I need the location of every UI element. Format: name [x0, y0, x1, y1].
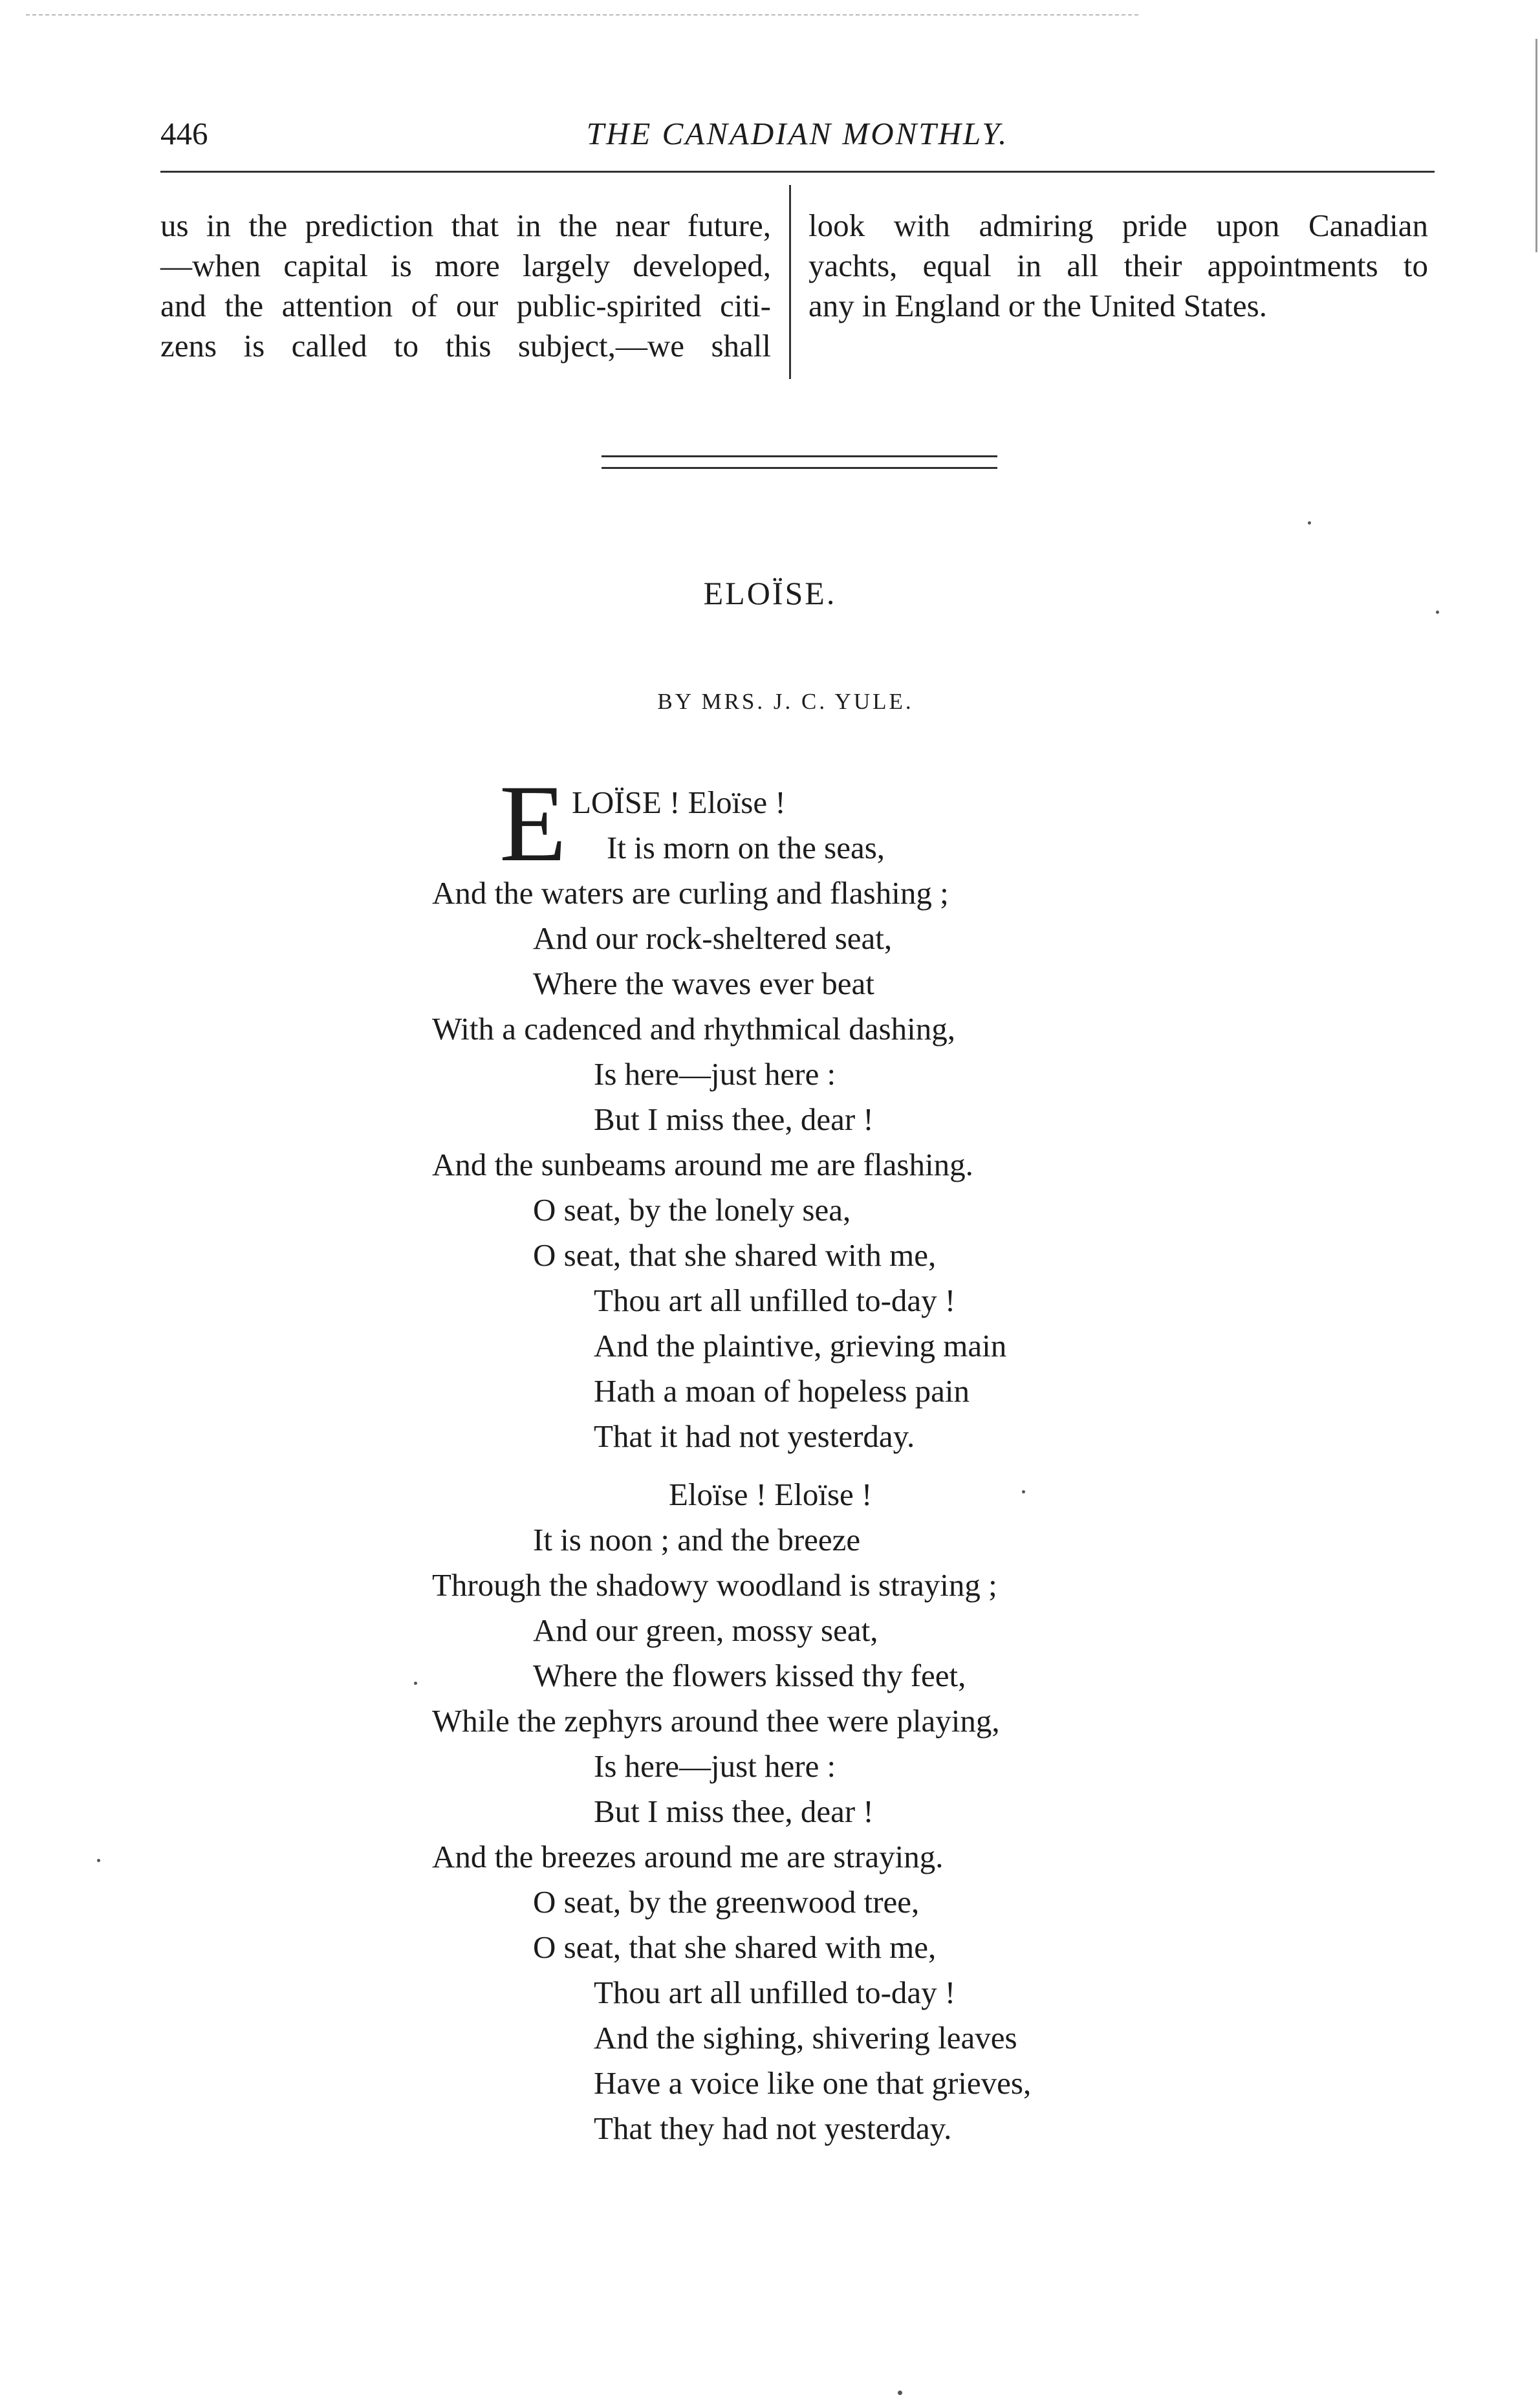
verse-line: It is noon ; and the breeze	[533, 1522, 861, 1557]
text-line: us in the prediction that in the near future,	[160, 208, 771, 243]
verse-line: It is morn on the seas,	[607, 830, 885, 865]
verse-line: And the sunbeams around me are flashing.	[432, 1147, 973, 1182]
poem-first-line: LOÏSE ! Eloïse !	[572, 785, 786, 820]
drop-cap: E	[499, 763, 567, 884]
text-line: zens is called to this subject,—we shall	[160, 328, 771, 363]
verse-line: Is here—just here :	[594, 1748, 836, 1784]
verse-line: But I miss thee, dear !	[594, 1101, 874, 1137]
verse-line: O seat, that she shared with me,	[533, 1929, 937, 1965]
text-line: —when capital is more largely developed,	[160, 248, 771, 283]
verse-line: But I miss thee, dear !	[594, 1794, 874, 1829]
verse-line: And the plaintive, grieving main	[594, 1328, 1007, 1363]
scan-speck	[898, 2391, 902, 2395]
scan-speck	[1022, 1490, 1025, 1493]
verse-line: And the waters are curling and flashing ;	[432, 875, 949, 911]
text-line: look with admiring pride upon Canadian	[808, 208, 1428, 243]
page-number: 446	[160, 116, 208, 151]
right-column	[808, 206, 1428, 326]
scan-speck	[1308, 521, 1311, 525]
verse-line: Where the flowers kissed thy feet,	[533, 1658, 966, 1693]
verse-line: Thou art all unfilled to-day !	[594, 1975, 956, 2010]
text-line: any in England or the United States.	[808, 288, 1267, 323]
section-separator-bottom-rule	[602, 467, 997, 469]
left-column	[160, 206, 771, 366]
verse-line: O seat, by the greenwood tree,	[533, 1884, 920, 1920]
verse-line: With a cadenced and rhythmical dashing,	[432, 1011, 955, 1047]
verse-line: And the sighing, shivering leaves	[594, 2020, 1017, 2055]
text-line: yachts, equal in all their appointments to	[808, 248, 1428, 283]
verse-line: Where the waves ever beat	[533, 966, 874, 1001]
text-line: and the attention of our public-spirited citi-	[160, 288, 771, 323]
verse-line: Is here—just here :	[594, 1056, 836, 1092]
poem-title: ELOÏSE.	[703, 575, 837, 611]
page-header	[160, 110, 1435, 158]
scan-edge-right	[1535, 39, 1537, 252]
scan-edge-top	[26, 14, 1138, 16]
verse-line: And our green, mossy seat,	[533, 1612, 878, 1648]
verse-line: Thou art all unfilled to-day !	[594, 1283, 956, 1318]
verse-line: And our rock-sheltered seat,	[533, 920, 893, 956]
verse-line: Through the shadowy woodland is straying ;	[432, 1567, 997, 1603]
verse-line: Eloïse ! Eloïse !	[669, 1477, 873, 1512]
scan-speck	[414, 1682, 417, 1685]
column-divider	[789, 185, 791, 379]
scan-speck	[1436, 611, 1439, 614]
verse-line: Have a voice like one that grieves,	[594, 2065, 1032, 2101]
running-title: THE CANADIAN MONTHLY.	[586, 116, 1009, 151]
verse-line: While the zephyrs around thee were playing,	[432, 1703, 1000, 1739]
verse-line: Hath a moan of hopeless pain	[594, 1373, 970, 1409]
verse-line: And the breezes around me are straying.	[432, 1839, 944, 1874]
verse-line: That they had not yesterday.	[594, 2110, 952, 2146]
header-rule	[160, 171, 1435, 173]
poem-byline: BY MRS. J. C. YULE.	[657, 689, 914, 714]
section-separator-top-rule	[602, 455, 997, 457]
verse-line: O seat, by the lonely sea,	[533, 1192, 851, 1228]
verse-line: O seat, that she shared with me,	[533, 1237, 937, 1273]
scan-speck	[97, 1859, 100, 1862]
verse-line: That it had not yesterday.	[594, 1418, 915, 1454]
